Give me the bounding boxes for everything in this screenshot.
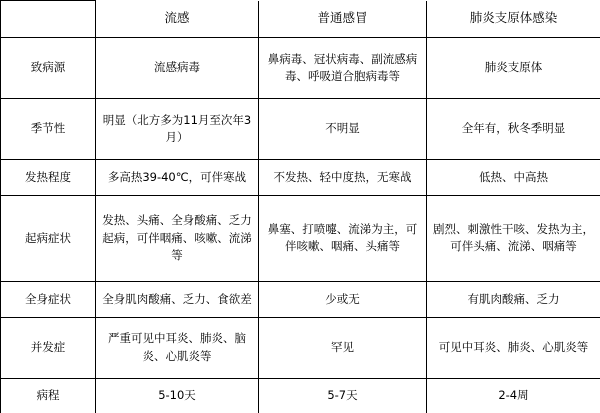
cell-seasonality-mycoplasma: 全年有，秋冬季明显 xyxy=(427,99,600,160)
column-header-common-cold: 普通感冒 xyxy=(259,1,427,38)
cell-course-influenza: 5-10天 xyxy=(96,378,259,413)
table-row xyxy=(1,281,600,317)
cell-systemic-influenza: 全身肌肉酸痛、乏力、食欲差 xyxy=(96,281,259,317)
row-label-onset-symptoms: 起病症状 xyxy=(1,195,96,281)
table-row xyxy=(1,195,600,281)
cell-fever-mycoplasma: 低热、中高热 xyxy=(427,160,600,196)
cell-seasonality-common-cold: 不明显 xyxy=(259,99,427,160)
row-label-pathogen: 致病源 xyxy=(1,38,96,99)
cell-fever-common-cold: 不发热、轻中度热，无寒战 xyxy=(259,160,427,196)
table-header-row xyxy=(1,1,600,38)
cell-pathogen-mycoplasma: 肺炎支原体 xyxy=(427,38,600,99)
column-header-mycoplasma: 肺炎支原体感染 xyxy=(427,1,600,38)
row-label-fever-degree: 发热程度 xyxy=(1,160,96,196)
table-row xyxy=(1,38,600,99)
cell-complications-influenza: 严重可见中耳炎、肺炎、脑炎、心肌炎等 xyxy=(96,317,259,378)
table-corner-cell xyxy=(1,1,96,38)
row-label-systemic-symptoms: 全身症状 xyxy=(1,281,96,317)
cell-complications-common-cold: 罕见 xyxy=(259,317,427,378)
row-label-complications: 并发症 xyxy=(1,317,96,378)
cell-onset-mycoplasma: 剧烈、刺激性干咳、发热为主，可伴头痛、流涕、咽痛等 xyxy=(427,195,600,281)
cell-course-mycoplasma: 2-4周 xyxy=(427,378,600,413)
cell-fever-influenza: 多高热39-40℃，可伴寒战 xyxy=(96,160,259,196)
cell-onset-influenza: 发热、头痛、全身酸痛、乏力起病，可伴咽痛、咳嗽、流涕等 xyxy=(96,195,259,281)
row-label-course: 病程 xyxy=(1,378,96,413)
row-label-seasonality: 季节性 xyxy=(1,99,96,160)
cell-systemic-common-cold: 少或无 xyxy=(259,281,427,317)
table-row xyxy=(1,378,600,413)
table-row xyxy=(1,160,600,196)
cell-course-common-cold: 5-7天 xyxy=(259,378,427,413)
cell-pathogen-common-cold: 鼻病毒、冠状病毒、副流感病毒、呼吸道合胞病毒等 xyxy=(259,38,427,99)
cell-seasonality-influenza: 明显（北方多为11月至次年3月） xyxy=(96,99,259,160)
table-row xyxy=(1,99,600,160)
cell-complications-mycoplasma: 可见中耳炎、肺炎、心肌炎等 xyxy=(427,317,600,378)
cell-pathogen-influenza: 流感病毒 xyxy=(96,38,259,99)
cell-systemic-mycoplasma: 有肌肉酸痛、乏力 xyxy=(427,281,600,317)
cell-onset-common-cold: 鼻塞、打喷嚏、流涕为主，可伴咳嗽、咽痛、头痛等 xyxy=(259,195,427,281)
table-row xyxy=(1,317,600,378)
column-header-influenza: 流感 xyxy=(96,1,259,38)
